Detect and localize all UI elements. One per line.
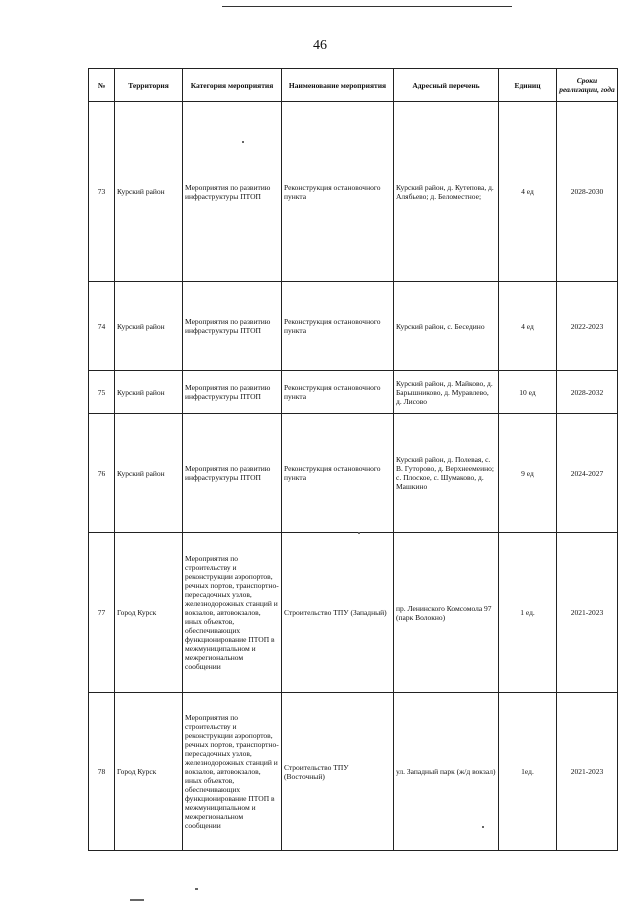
header-name: Наименование мероприятия bbox=[282, 69, 394, 102]
row-name: Реконструкция остановочного пункта bbox=[282, 414, 394, 533]
row-num: 75 bbox=[89, 371, 115, 414]
page-number: 46 bbox=[313, 38, 327, 53]
scan-speck bbox=[195, 888, 198, 890]
row-name: Реконструкция остановочного пункта bbox=[282, 282, 394, 371]
row-name: Строительство ТПУ (Западный) bbox=[282, 533, 394, 693]
row-num: 76 bbox=[89, 414, 115, 533]
row-units: 1ед. bbox=[499, 693, 557, 851]
row-category: Мероприятия по строительству и реконструкции аэропортов, речных портов, транспортно-пересадочных узлов, железнодорожных станций и вокзалов, автовокзалов, иных объектов, обеспечивающих функционирование ПТОП в межмуниципальном и межрегиональном сообщении bbox=[183, 693, 282, 851]
row-years: 2028-2030 bbox=[557, 102, 618, 282]
scan-speck bbox=[358, 532, 360, 534]
table-header-row bbox=[89, 69, 618, 102]
row-name: Реконструкция остановочного пункта bbox=[282, 371, 394, 414]
table-row bbox=[89, 282, 618, 371]
row-address: Курский район, д. Полевая, с. В. Гуторово, д. Верхнеемеино; с. Плоское, с. Шумаково, д. Машкино bbox=[394, 414, 499, 533]
row-units: 9 ед bbox=[499, 414, 557, 533]
row-category: Мероприятия по развитию инфраструктуры ПТОП bbox=[183, 371, 282, 414]
row-address: пр. Ленинского Комсомола 97 (парк Волокно) bbox=[394, 533, 499, 693]
row-category: Мероприятия по развитию инфраструктуры ПТОП bbox=[183, 102, 282, 282]
scan-speck bbox=[242, 141, 244, 143]
row-num: 74 bbox=[89, 282, 115, 371]
row-territory: Курский район bbox=[115, 371, 183, 414]
scan-speck bbox=[482, 826, 484, 828]
table-row bbox=[89, 693, 618, 851]
row-units: 4 ед bbox=[499, 102, 557, 282]
header-num: № bbox=[89, 69, 115, 102]
row-units: 4 ед bbox=[499, 282, 557, 371]
table-row bbox=[89, 102, 618, 282]
table-row bbox=[89, 371, 618, 414]
row-territory: Курский район bbox=[115, 282, 183, 371]
row-name: Реконструкция остановочного пункта bbox=[282, 102, 394, 282]
header-territory: Территория bbox=[115, 69, 183, 102]
scan-speck bbox=[130, 899, 144, 901]
row-units: 1 ед. bbox=[499, 533, 557, 693]
row-units: 10 ед bbox=[499, 371, 557, 414]
row-territory: Город Курск bbox=[115, 693, 183, 851]
row-num: 78 bbox=[89, 693, 115, 851]
row-territory: Курский район bbox=[115, 414, 183, 533]
header-address: Адресный перечень bbox=[394, 69, 499, 102]
row-years: 2028-2032 bbox=[557, 371, 618, 414]
row-num: 77 bbox=[89, 533, 115, 693]
row-years: 2021-2023 bbox=[557, 533, 618, 693]
row-address: Курский район, д. Майково, д. Барышниково, д. Муравлево, д. Лисово bbox=[394, 371, 499, 414]
row-category: Мероприятия по строительству и реконструкции аэропортов, речных портов, транспортно-пересадочных узлов, железнодорожных станций и вокзалов, автовокзалов, иных объектов, обеспечивающих функционирование ПТОП в межмуниципальном и межрегиональном сообщении bbox=[183, 533, 282, 693]
header-term: Сроки реализации, года bbox=[557, 69, 618, 102]
row-address: ул. Западный парк (ж/д вокзал) bbox=[394, 693, 499, 851]
row-territory: Курский район bbox=[115, 102, 183, 282]
header-category: Категория мероприятия bbox=[183, 69, 282, 102]
header-units: Единиц bbox=[499, 69, 557, 102]
row-name: Строительство ТПУ (Восточный) bbox=[282, 693, 394, 851]
row-address: Курский район, д. Кутепова, д. Алябьево; д. Беломестное; bbox=[394, 102, 499, 282]
row-years: 2024-2027 bbox=[557, 414, 618, 533]
row-num: 73 bbox=[89, 102, 115, 282]
row-years: 2021-2023 bbox=[557, 693, 618, 851]
row-territory: Город Курск bbox=[115, 533, 183, 693]
row-years: 2022-2023 bbox=[557, 282, 618, 371]
measures-table bbox=[88, 68, 618, 851]
table-row bbox=[89, 533, 618, 693]
row-category: Мероприятия по развитию инфраструктуры ПТОП bbox=[183, 414, 282, 533]
row-category: Мероприятия по развитию инфраструктуры ПТОП bbox=[183, 282, 282, 371]
row-address: Курский район, с. Беседино bbox=[394, 282, 499, 371]
table-row bbox=[89, 414, 618, 533]
top-rule bbox=[222, 6, 512, 7]
